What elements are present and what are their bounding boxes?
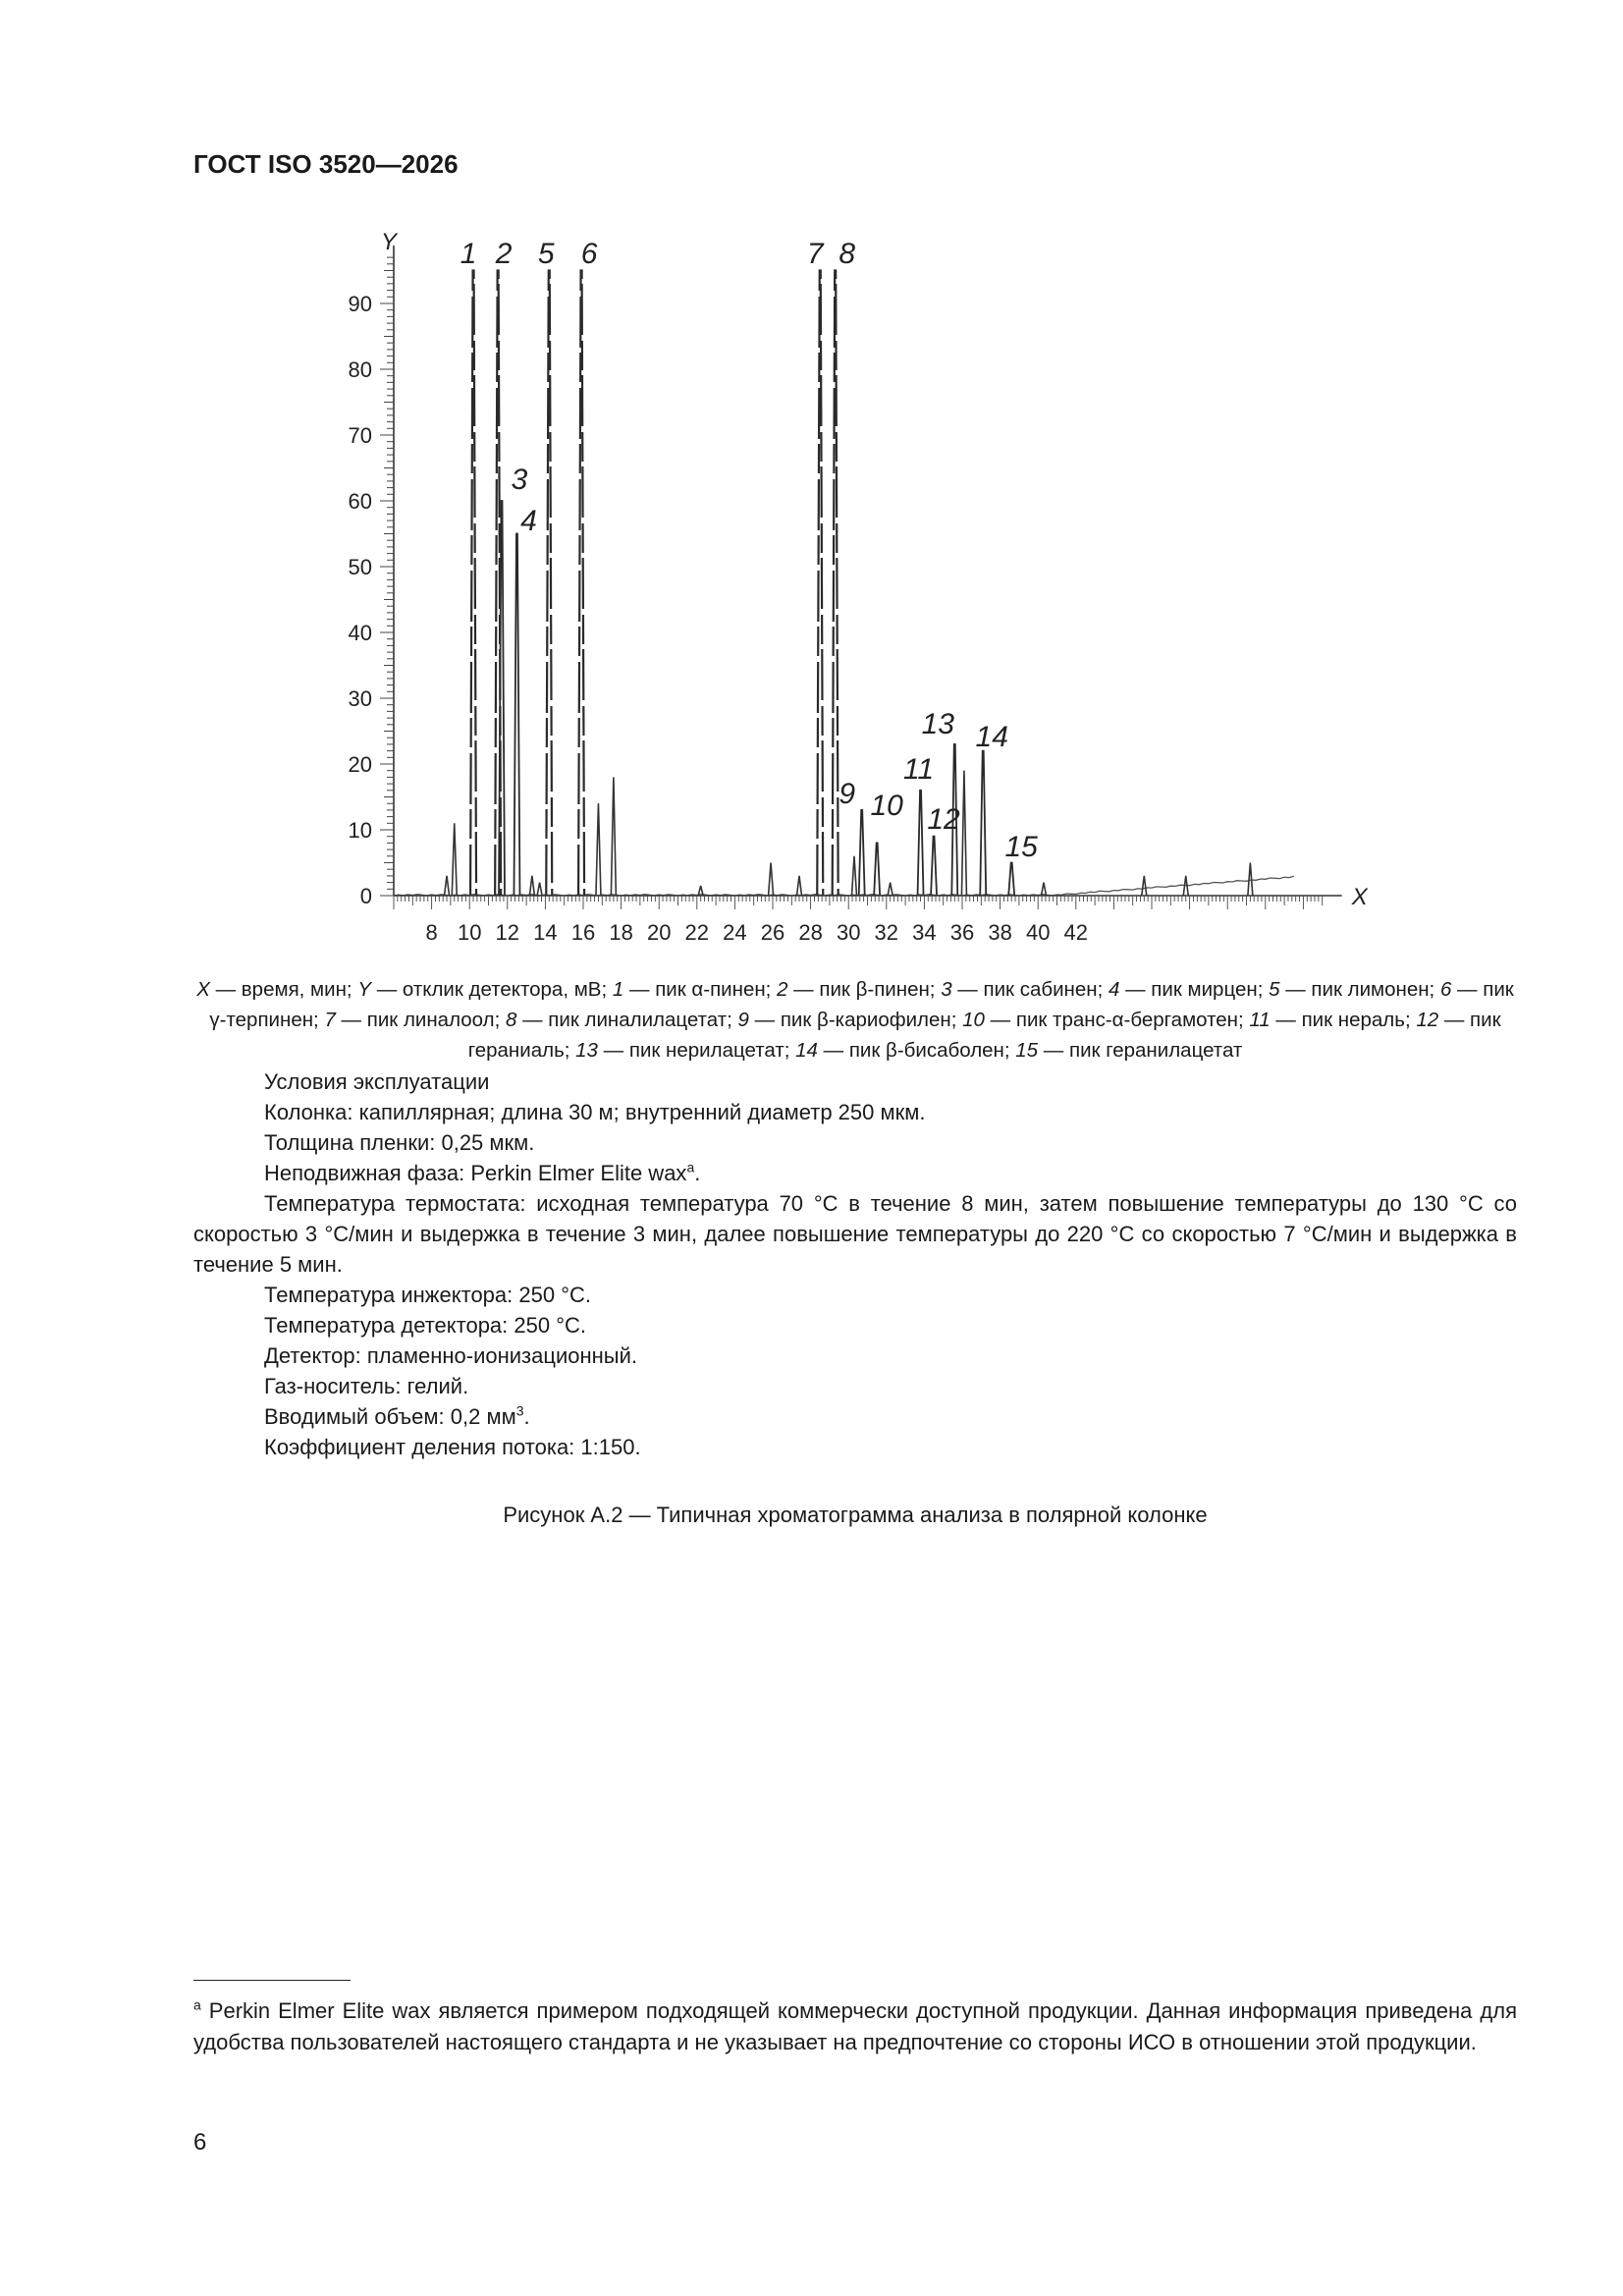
x-tick-label: 40 bbox=[1025, 920, 1051, 945]
x-tick-label: 20 bbox=[646, 920, 672, 945]
legend-text: — пик линалилацетат; bbox=[516, 1009, 738, 1031]
legend-key: Y bbox=[357, 978, 372, 1001]
legend-text: — пик линалоол; bbox=[335, 1009, 506, 1031]
x-tick-label: 38 bbox=[988, 920, 1012, 945]
legend-text: — пик β-пинен; bbox=[787, 978, 942, 1001]
x-tick-label: 24 bbox=[723, 920, 747, 945]
x-tick-label: 34 bbox=[912, 920, 937, 945]
peak-label: 10 bbox=[870, 790, 903, 822]
x-tick-label: 8 bbox=[425, 920, 438, 945]
condition-column: Колонка: капиллярная; длина 30 м; внутренний диаметр 250 мкм. bbox=[264, 1100, 926, 1124]
x-tick-label: 10 bbox=[457, 920, 482, 945]
minor-peak bbox=[888, 883, 893, 896]
legend-text: — пик сабинен; bbox=[951, 978, 1109, 1001]
x-axis-label: X bbox=[1351, 884, 1368, 910]
condition-detector-temp: Температура детектора: 250 °С. bbox=[264, 1313, 587, 1338]
x-tick-label: 28 bbox=[798, 920, 823, 945]
footnote bbox=[193, 1995, 1517, 2058]
peak-11 bbox=[918, 791, 924, 896]
condition-volume: Вводимый объем: 0,2 $мм^3$. bbox=[264, 1402, 530, 1429]
minor-peak bbox=[537, 883, 542, 896]
legend-key: 11 bbox=[1249, 1009, 1271, 1031]
peak-label: 15 bbox=[1004, 831, 1038, 863]
peak-label: 9 bbox=[839, 778, 856, 810]
peak-label: 6 bbox=[580, 238, 598, 270]
legend-text: — пик γ-терпинен; bbox=[209, 978, 1514, 1031]
minor-peak bbox=[452, 823, 457, 896]
peak-label: 13 bbox=[921, 708, 954, 740]
legend-key: 5 bbox=[1269, 978, 1280, 1001]
peak-5 bbox=[546, 271, 552, 897]
legend-key: 1 bbox=[612, 978, 624, 1001]
chart-legend bbox=[193, 974, 1517, 1066]
legend-text: — пик геранилацетат bbox=[1038, 1039, 1243, 1062]
conditions-title: Условия эксплуатации bbox=[264, 1069, 490, 1094]
peak-7 bbox=[817, 271, 823, 897]
x-tick-label: 18 bbox=[609, 920, 633, 945]
x-tick-label: 36 bbox=[949, 920, 975, 945]
legend-key: 2 bbox=[777, 978, 788, 1001]
peak-14 bbox=[980, 751, 986, 896]
y-tick-label: 80 bbox=[348, 357, 372, 382]
y-tick-label: 20 bbox=[348, 752, 372, 777]
footnote-text: Perkin Elmer Elite wax является примером подходящей коммерчески доступной продукции. Данная информация приведена для удобства пользователей настоящего стандарта и не указывает на предпочтение со стороны ИСО в отношении этой продукции. bbox=[193, 1998, 1517, 2054]
x-tick-label: 26 bbox=[760, 920, 785, 945]
legend-text: — пик нерилацетат; bbox=[597, 1039, 796, 1062]
peak-label: 11 bbox=[902, 753, 935, 786]
legend-text: — время, мин; bbox=[209, 978, 358, 1001]
peak-12 bbox=[931, 837, 937, 896]
y-tick-label: 70 bbox=[348, 423, 372, 448]
y-tick-label: 50 bbox=[348, 555, 372, 579]
peak-label: 8 bbox=[839, 238, 856, 270]
chromatogram-chart bbox=[0, 0, 1623, 962]
minor-peak bbox=[596, 803, 601, 896]
legend-key: 15 bbox=[1015, 1039, 1039, 1062]
minor-peak bbox=[1142, 876, 1147, 896]
condition-split: Коэффициент деления потока: 1:150. bbox=[264, 1435, 641, 1459]
condition-injector: Температура инжектора: 250 °С. bbox=[264, 1283, 591, 1307]
y-tick-label: 10 bbox=[348, 818, 372, 843]
condition-detector: Детектор: пламенно-ионизационный. bbox=[264, 1343, 637, 1368]
condition-carrier: Газ-носитель: гелий. bbox=[264, 1374, 469, 1398]
minor-peak bbox=[529, 876, 534, 896]
x-tick-label: 32 bbox=[874, 920, 899, 945]
legend-key: 10 bbox=[962, 1009, 985, 1031]
legend-text: — пик гераниаль; bbox=[467, 1009, 1501, 1062]
peak-label: 3 bbox=[511, 464, 528, 496]
peak-8 bbox=[833, 271, 839, 897]
legend-key: 13 bbox=[575, 1039, 598, 1062]
minor-peak bbox=[961, 771, 966, 896]
legend-text: — пик лимонен; bbox=[1279, 978, 1440, 1001]
peak-1 bbox=[470, 271, 476, 897]
condition-film: Толщина пленки: 0,25 мкм. bbox=[264, 1130, 535, 1155]
legend-key: 14 bbox=[795, 1039, 818, 1062]
x-tick-label: 22 bbox=[684, 920, 710, 945]
legend-text: — пик нераль; bbox=[1270, 1009, 1417, 1031]
legend-key: 9 bbox=[737, 1009, 749, 1031]
peak-label: 12 bbox=[927, 803, 960, 836]
peak-10 bbox=[874, 843, 880, 896]
y-tick-label: 0 bbox=[359, 884, 372, 908]
legend-text: — пик β-бисаболен; bbox=[817, 1039, 1016, 1062]
document-header: ГОСТ ISO 3520—2026 bbox=[193, 149, 459, 179]
peak-label: 14 bbox=[975, 721, 1008, 753]
peak-4 bbox=[514, 534, 519, 897]
peak-label: 4 bbox=[520, 505, 537, 537]
legend-text: — пик β-кариофилен; bbox=[748, 1009, 963, 1031]
minor-peak bbox=[769, 863, 774, 897]
page-number: 6 bbox=[193, 2129, 207, 2156]
y-tick-label: 30 bbox=[348, 686, 372, 711]
legend-key: 3 bbox=[941, 978, 952, 1001]
peak-label: 5 bbox=[537, 238, 555, 270]
footnote-mark: a bbox=[193, 1996, 201, 2013]
minor-peak bbox=[445, 876, 450, 896]
minor-peak bbox=[1248, 863, 1253, 897]
x-tick-label: 14 bbox=[533, 920, 558, 945]
minor-peak bbox=[611, 777, 616, 896]
footnote-marker: a bbox=[686, 1159, 695, 1175]
baseline-trace bbox=[394, 876, 1294, 896]
legend-text: — пик транс-α-бергамотен; bbox=[984, 1009, 1250, 1031]
minor-peak bbox=[797, 876, 802, 896]
x-tick-label: 42 bbox=[1063, 920, 1089, 945]
legend-key: 4 bbox=[1109, 978, 1120, 1001]
legend-key: 12 bbox=[1416, 1009, 1439, 1031]
peak-9 bbox=[859, 810, 865, 896]
peak-label: 7 bbox=[806, 238, 824, 270]
y-tick-label: 40 bbox=[348, 621, 372, 645]
peak-label: 2 bbox=[495, 238, 513, 270]
minor-peak bbox=[1041, 883, 1046, 896]
y-tick-label: 90 bbox=[348, 292, 372, 316]
legend-key: X bbox=[196, 978, 210, 1001]
y-axis-label: Y bbox=[380, 229, 398, 255]
legend-text: — пик α-пинен; bbox=[623, 978, 778, 1001]
peak-6 bbox=[578, 271, 584, 897]
peak-label: 1 bbox=[460, 238, 477, 270]
x-tick-label: 12 bbox=[495, 920, 520, 945]
legend-key: 8 bbox=[505, 1009, 517, 1031]
minor-peak bbox=[851, 856, 856, 896]
operating-conditions bbox=[193, 1066, 1517, 1462]
legend-text: — отклик детектора, мВ; bbox=[371, 978, 613, 1001]
legend-key: 7 bbox=[324, 1009, 336, 1031]
x-tick-label: 16 bbox=[570, 920, 596, 945]
x-tick-label: 30 bbox=[836, 920, 861, 945]
figure-caption: Рисунок А.2 — Типичная хроматограмма анализа в полярной колонке bbox=[503, 1503, 1208, 1527]
legend-key: 6 bbox=[1439, 978, 1452, 1001]
condition-phase: Неподвижная фаза: Perkin Elmer Elite wax$^a$. bbox=[264, 1159, 701, 1185]
y-tick-label: 60 bbox=[348, 489, 372, 514]
legend-text: — пик мирцен; bbox=[1119, 978, 1270, 1001]
footnote-rule bbox=[193, 1980, 351, 1981]
condition-oven: Температура термостата: исходная температура 70 °С в течение 8 мин, затем повышение температуры до 130 °С со скоростью 3 °С/мин и выдержка в течение 3 мин, далее повышение температуры до 220 °С со скоростью 7 °С/мин и выдержка в течение 5 мин. bbox=[193, 1191, 1517, 1277]
peak-15 bbox=[1008, 863, 1014, 897]
